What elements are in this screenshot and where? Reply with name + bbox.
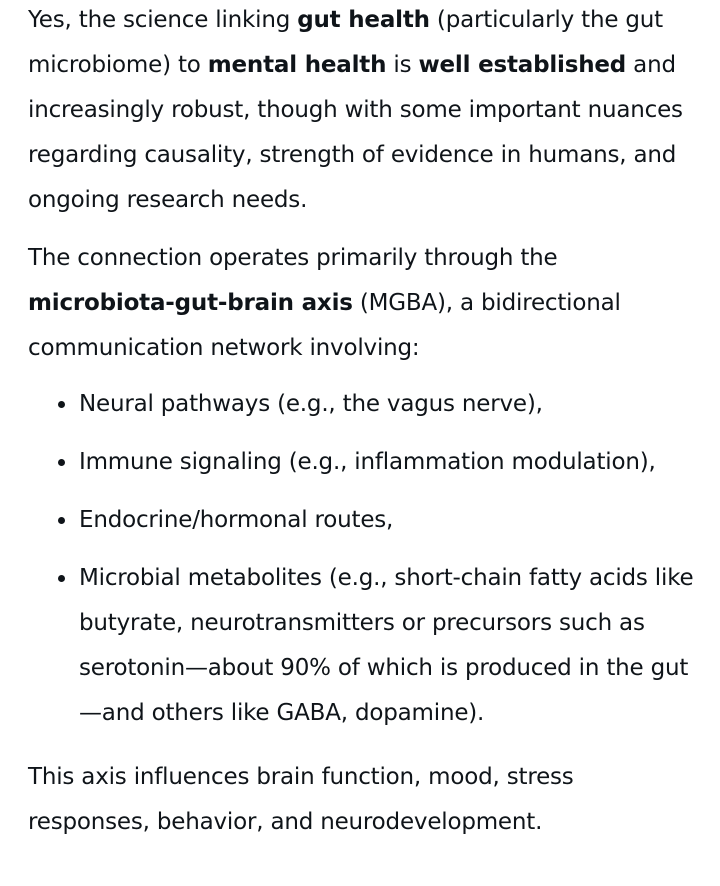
intro-text-1: Yes, the science linking (28, 7, 298, 33)
influence-paragraph: This axis influences brain function, mood, stress responses, behavior, and neurodevelopment. (28, 764, 574, 835)
list-item: Endocrine/hormonal routes, (79, 498, 698, 543)
list-item: Immune signaling (e.g., inflammation modulation), (79, 440, 698, 485)
intro-paragraph (28, 0, 698, 223)
bold-well-established: well established (418, 52, 627, 78)
axis-paragraph (28, 236, 698, 371)
axis-text-1: The connection operates primarily through the (28, 245, 558, 271)
intro-text-4: and increasingly robust, though with some important nuances regarding causality, strength of evidence in humans, and ongoing research needs. (28, 52, 683, 213)
bold-mgba: microbiota-gut-brain axis (28, 290, 353, 316)
intro-text-2: (particularly the gut microbiome) to (28, 7, 663, 78)
list-item: Microbial metabolites (e.g., short-chain fatty acids like butyrate, neurotransmitters or precursors such as serotonin—about 90% of which is produced in the gut—and others like GABA, dopamine). (79, 556, 698, 736)
response-text (28, 0, 698, 845)
pathway-list (28, 382, 698, 736)
bold-mental-health: mental health (207, 52, 387, 78)
axis-text-2: (MGBA), a bidirectional communication network involving: (28, 290, 621, 361)
list-item: Neural pathways (e.g., the vagus nerve), (79, 382, 698, 427)
intro-text-3: is (386, 52, 419, 78)
bold-gut-health: gut health (297, 7, 430, 33)
